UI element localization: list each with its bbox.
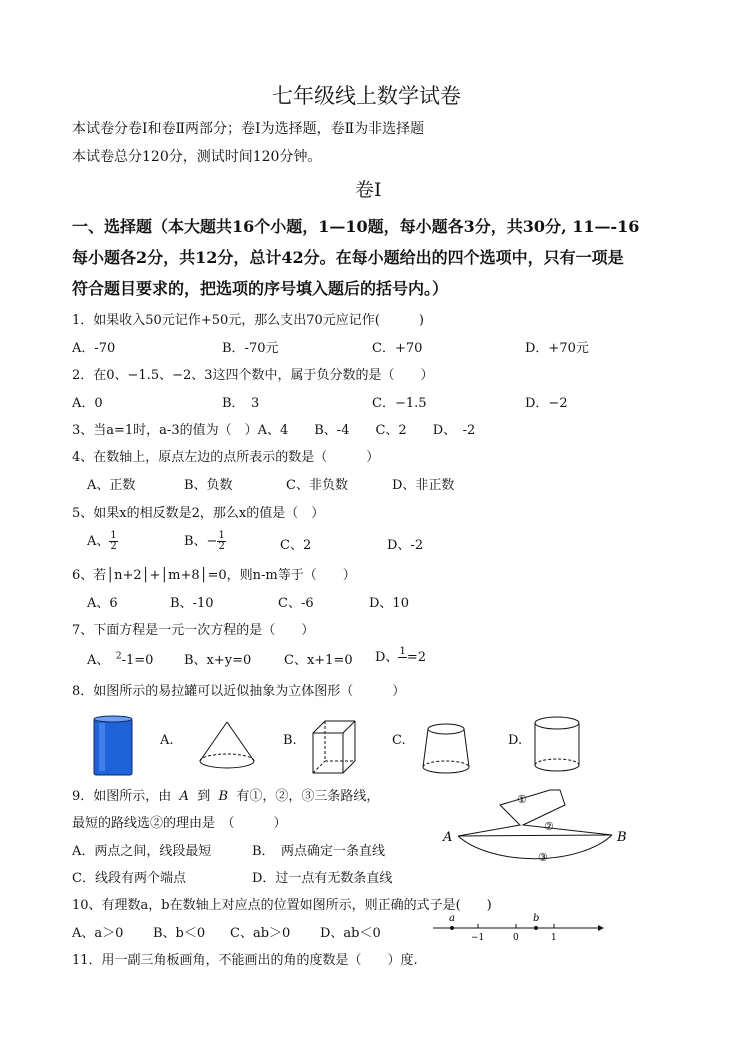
route-1-label: ①	[517, 793, 527, 806]
tick-label: −1	[471, 933, 485, 943]
route-3-label: ③	[538, 851, 548, 864]
option: B、负数	[184, 478, 233, 493]
option: A、 $\frac{1}{2}$	[87, 530, 117, 552]
option: B、x+y=0	[184, 653, 252, 668]
option: B．-70元	[222, 341, 279, 356]
question-stem: 8．如图所示的易拉罐可以近似抽象为立体图形（ ）	[72, 684, 406, 699]
option: C．−1.5	[372, 396, 427, 411]
option: D、-2	[387, 538, 424, 553]
option: C．+70	[372, 341, 423, 356]
q8-figures	[0, 705, 752, 785]
option: D．过一点有无数条直线	[252, 871, 393, 886]
option: C、-6	[278, 596, 314, 611]
option: A、 $^2$-1=0	[87, 651, 154, 668]
question-stem: 2．在0、−1.5、−2、3这四个数中，属于负分数的是（ ）	[72, 368, 434, 383]
fraction: 1	[399, 646, 406, 657]
question-stem: 最短的路线选②的理由是 （ ）	[72, 816, 287, 831]
option: A．-70	[72, 341, 116, 356]
number-line	[428, 910, 608, 944]
option: D．−2	[525, 396, 568, 411]
can-highlight	[99, 723, 105, 771]
can-image	[94, 716, 132, 775]
option: C、ab＞0	[230, 926, 291, 941]
axis-arrow	[598, 925, 604, 931]
option: B、− $\frac{1}{2}$	[184, 530, 225, 552]
point-a-label: a	[449, 913, 455, 924]
option: A、6	[87, 596, 118, 611]
option: C．线段有两个端点	[72, 871, 186, 886]
tick-label: 0	[513, 933, 519, 943]
option: A、a＞0	[72, 926, 124, 941]
question-stem: 1．如果收入50元记作+50元，那么支出70元应记作( )	[72, 313, 424, 328]
question-stem: 4、在数轴上，原点左边的点所表示的数是（ ）	[72, 450, 380, 465]
intro-line: 本试卷总分120分，测试时间120分钟。	[72, 149, 322, 165]
fraction: $\frac{1}{2}$	[110, 530, 117, 552]
question-stem: 6、若│n+2│+│m+8│=0，则n-m等于（ ）	[72, 568, 356, 583]
cone-shape	[200, 722, 254, 768]
question-stem: 9．如图所示，由 A 到 B 有①，②，③三条路线，	[72, 789, 380, 804]
figure-label: B.	[283, 733, 297, 748]
option: D、10	[369, 596, 409, 611]
route-2-label: ②	[544, 820, 554, 833]
frustum-shape	[423, 724, 469, 773]
page-title: 七年级线上数学试卷	[272, 84, 461, 108]
can-top	[94, 716, 132, 722]
option: A、正数	[87, 478, 136, 493]
route-figure	[440, 785, 630, 885]
option: B． 两点确定一条直线	[252, 844, 386, 859]
option: B． 3	[222, 396, 260, 411]
route-1	[458, 790, 612, 836]
option: A．0	[72, 396, 103, 411]
volume-heading: 卷Ⅰ	[355, 179, 382, 201]
question-stem: 10、有理数a，b在数轴上对应点的位置如图所示，则正确的式子是( )	[72, 898, 492, 913]
option: D、非正数	[392, 478, 455, 493]
option: C、2	[280, 538, 312, 553]
figure-label: D.	[508, 733, 523, 748]
option: A．两点之间，线段最短	[72, 844, 212, 859]
figure-label: A.	[160, 733, 174, 748]
option: B、-10	[170, 596, 214, 611]
question-stem: 11．用一副三角板画角，不能画出的角的度数是（ ）度.	[72, 953, 418, 968]
cuboid-shape	[313, 721, 355, 773]
option: D、 1 =2	[375, 646, 426, 668]
tick-label: 1	[551, 933, 557, 943]
option: C、非负数	[286, 478, 348, 493]
option: D．+70元	[525, 341, 589, 356]
route-2	[458, 835, 612, 836]
point-a	[450, 926, 454, 930]
intro-line: 本试卷分卷Ⅰ和卷Ⅱ两部分；卷Ⅰ为选择题，卷Ⅱ为非选择题	[72, 121, 425, 137]
question-stem: 3、当a=1时，a-3的值为（ ）A、4 B、-4 C、2 D、 -2	[72, 423, 476, 438]
question-stem: 7、下面方程是一元一次方程的是（ ）	[72, 623, 315, 638]
option: C、x+1=0	[284, 653, 353, 668]
option: B、b＜0	[153, 926, 206, 941]
point-b-label: b	[533, 913, 540, 924]
point-b	[534, 926, 538, 930]
point-a-label: A	[443, 830, 453, 845]
question-stem: 5、如果x的相反数是2，那么x的值是（ ）	[72, 506, 325, 521]
section-heading: 符合题目要求的，把选项的序号填入题后的括号内。）	[72, 279, 449, 298]
point-b-label: B	[617, 830, 627, 845]
route-3	[458, 835, 612, 859]
option: D、ab＜0	[320, 926, 381, 941]
section-heading: 一、选择题（本大题共16个小题，1—10题，每小题各3分，共30分, 11—-16	[72, 217, 640, 236]
section-heading: 每小题各2分，共12分，总计42分。在每小题给出的四个选项中，只有一项是	[72, 248, 624, 267]
fraction: $\frac{1}{2}$	[218, 530, 225, 552]
figure-label: C.	[392, 733, 406, 748]
cylinder-shape	[535, 717, 579, 771]
